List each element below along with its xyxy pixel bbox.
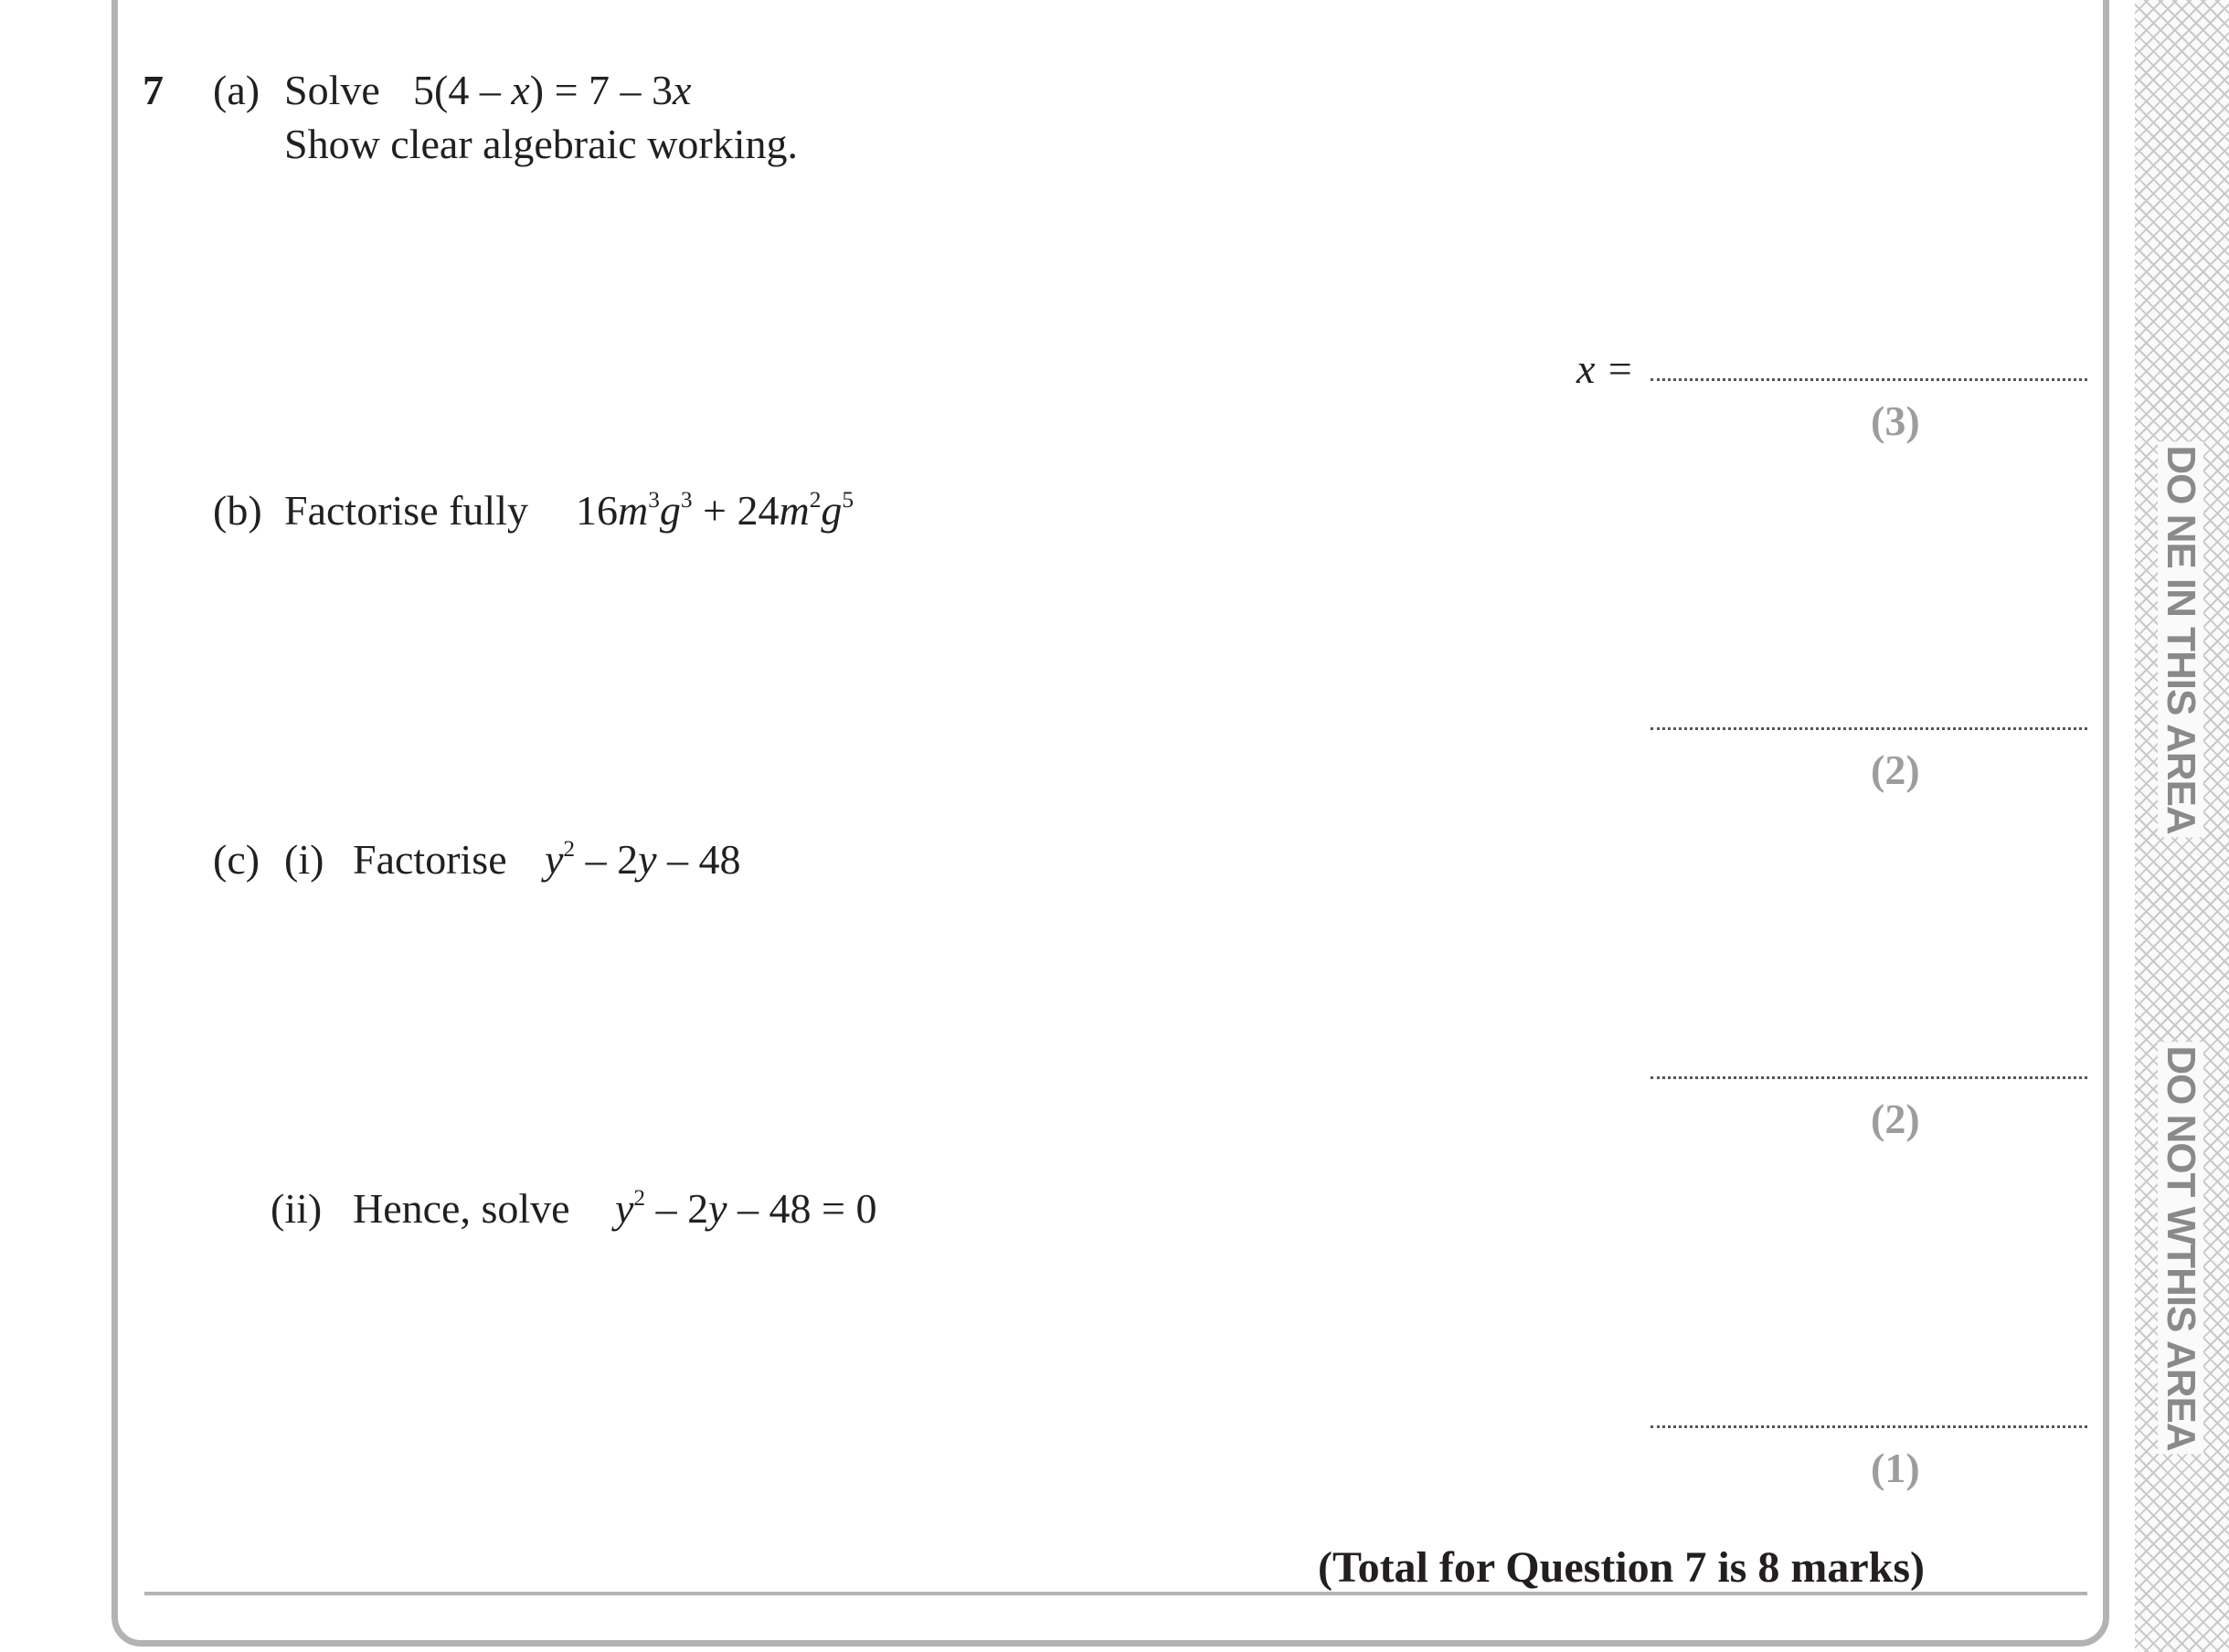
part-c-i-label: (i)	[284, 836, 324, 883]
margin-warning-bottom: DO NOT WTHIS AREA	[2158, 1042, 2203, 1454]
part-c-i-marks: (2)	[1871, 1096, 1920, 1142]
part-b-marks: (2)	[1871, 747, 1920, 793]
page-frame	[111, 0, 2109, 1647]
part-c-ii-marks: (1)	[1871, 1445, 1920, 1491]
part-a-marks: (3)	[1871, 397, 1920, 444]
part-a-answer-line[interactable]	[1651, 378, 2087, 381]
part-c-i-expression: $y^2 - 2y - 48$	[545, 836, 741, 883]
question-divider	[144, 1592, 2087, 1595]
part-a-instruction: Solve	[284, 67, 380, 113]
part-b-label: (b)	[213, 487, 262, 534]
question-total: (Total for Question 7 is 8 marks)	[1317, 1543, 1925, 1592]
part-b-answer-line[interactable]	[1651, 727, 2087, 730]
part-c-ii-answer-line[interactable]	[1651, 1425, 2087, 1428]
part-a-label: (a)	[213, 67, 260, 113]
part-c-ii-label: (ii)	[271, 1185, 323, 1232]
part-c-ii-expression: $y^2 - 2y - 48 = 0$	[615, 1185, 877, 1232]
part-a-note: Show clear algebraic working.	[284, 121, 799, 167]
part-b-instruction: Factorise fully	[284, 487, 528, 534]
question-number: 7	[143, 67, 164, 113]
part-c-ii-instruction: Hence, solve	[353, 1185, 570, 1232]
part-b-expression: $16m^3g^3 + 24m^2g^5$	[576, 487, 854, 534]
part-a-answer-prefix: x =	[1576, 345, 1634, 392]
part-c-i-answer-line[interactable]	[1651, 1076, 2087, 1079]
part-c-label: (c)	[213, 836, 260, 883]
part-c-i-instruction: Factorise	[353, 836, 507, 883]
margin-warning-top: DO NE IN THIS AREA	[2158, 441, 2203, 837]
part-a-equation: 5(4 – x) = 7 – 3x	[413, 67, 692, 113]
